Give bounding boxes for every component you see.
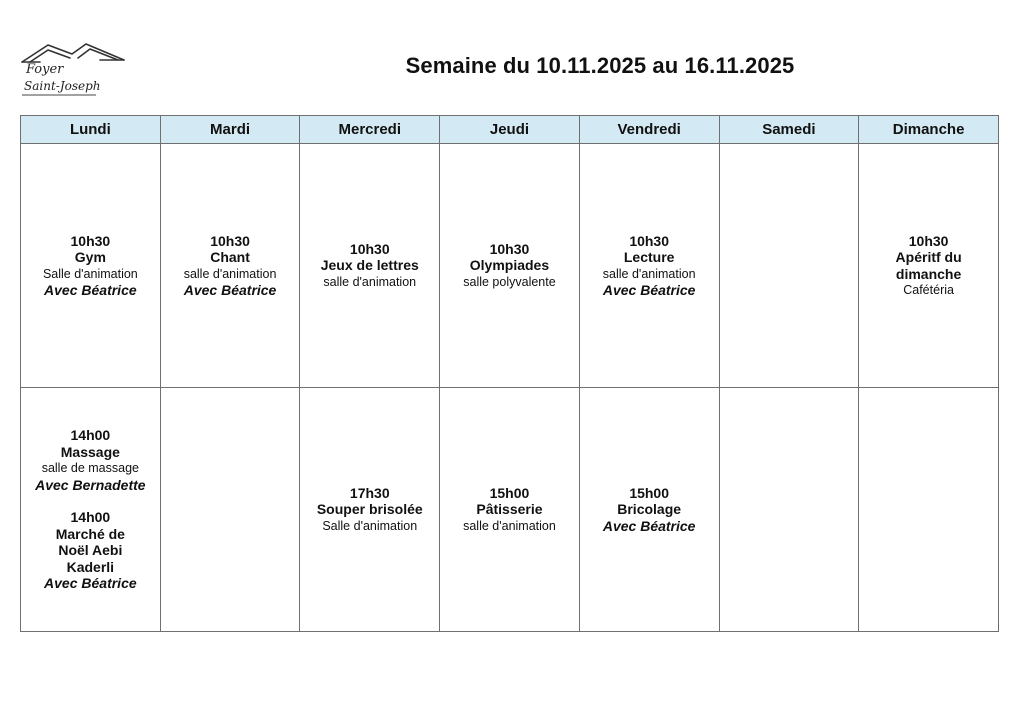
event-room: salle d'animation [183,266,277,281]
cell-mardi-morning [160,144,300,388]
cell-mercredi-morning [300,144,440,388]
event-time: 10h30 [908,232,949,249]
event [444,241,575,291]
day-header-jeudi: Jeudi [440,116,580,144]
cell-dimanche-morning [859,144,999,388]
day-header-samedi: Samedi [719,116,859,144]
event [25,509,156,592]
cell-mardi-afternoon [160,388,300,632]
event-room: Salle d'animation [42,266,138,281]
event-host: Avec Béatrice [183,282,277,298]
event [584,485,715,535]
event-title: Gym [74,249,106,265]
event-time: 15h00 [629,484,670,501]
event-title: Souper brisolée [316,501,423,518]
event-host: Avec Béatrice [602,282,696,298]
event [25,427,156,493]
event-title: Pâtisserie [476,501,543,518]
event-time: 10h30 [489,240,530,257]
event-time: 10h30 [210,232,250,249]
event-room: salle d'animation [323,274,417,289]
cell-lundi-morning [21,144,161,388]
event-title: Apéritf du dimanche [895,249,962,282]
day-header-row [21,116,999,144]
event-time: 17h30 [349,484,390,501]
event-title: Bricolage [617,501,682,518]
cell-vendredi-morning [579,144,719,388]
event [165,233,296,299]
cell-samedi-afternoon [719,388,859,632]
event [584,233,715,299]
event-host: Avec Béatrice [602,517,696,534]
event [25,233,156,299]
cell-vendredi-afternoon [579,388,719,632]
event-host: Avec Béatrice [44,282,137,298]
weekly-schedule-table [20,115,999,632]
event-time: 10h30 [349,240,390,257]
page-title: Semaine du 10.11.2025 au 16.11.2025 [405,53,795,78]
event [444,485,575,535]
afternoon-row [21,388,999,632]
logo [20,40,130,98]
day-header-mercredi: Mercredi [300,116,440,144]
logo-line2: Saint-Joseph [24,79,101,93]
morning-row [21,144,999,388]
event [304,241,435,291]
event-title: Olympiades [469,257,550,274]
event-title: Lecture [623,249,675,265]
cell-dimanche-afternoon [859,388,999,632]
event-time: 10h30 [629,232,670,249]
event-time: 15h00 [489,484,530,501]
event-title: Jeux de lettres [320,257,419,274]
event-host: Avec Bernadette [35,476,146,493]
day-header-lundi: Lundi [21,116,161,144]
cell-samedi-morning [719,144,859,388]
event-title: Marché de Noël Aebi Kaderli [55,525,125,575]
event-host: Avec Béatrice [44,575,137,592]
event-title: Massage [60,443,120,460]
event [863,233,994,299]
event-room: Cafétéria [903,283,954,297]
event-room: salle polyvalente [463,274,556,289]
cell-jeudi-morning [440,144,580,388]
logo-line1: Foyer [26,62,64,77]
event [304,485,435,535]
day-header-dimanche: Dimanche [859,116,999,144]
cell-lundi-afternoon [21,388,161,632]
event-room: Salle d'animation [322,518,418,533]
day-header-mardi: Mardi [160,116,300,144]
event-room: salle d'animation [602,266,696,281]
cell-jeudi-afternoon [440,388,580,632]
event-time: 14h00 [70,427,111,444]
event-time: 14h00 [70,509,111,526]
event-room: salle d'animation [463,518,556,533]
event-title: Chant [210,249,250,265]
cell-mercredi-afternoon [300,388,440,632]
event-room: salle de massage [41,461,139,476]
day-header-vendredi: Vendredi [579,116,719,144]
event-time: 10h30 [70,232,111,249]
